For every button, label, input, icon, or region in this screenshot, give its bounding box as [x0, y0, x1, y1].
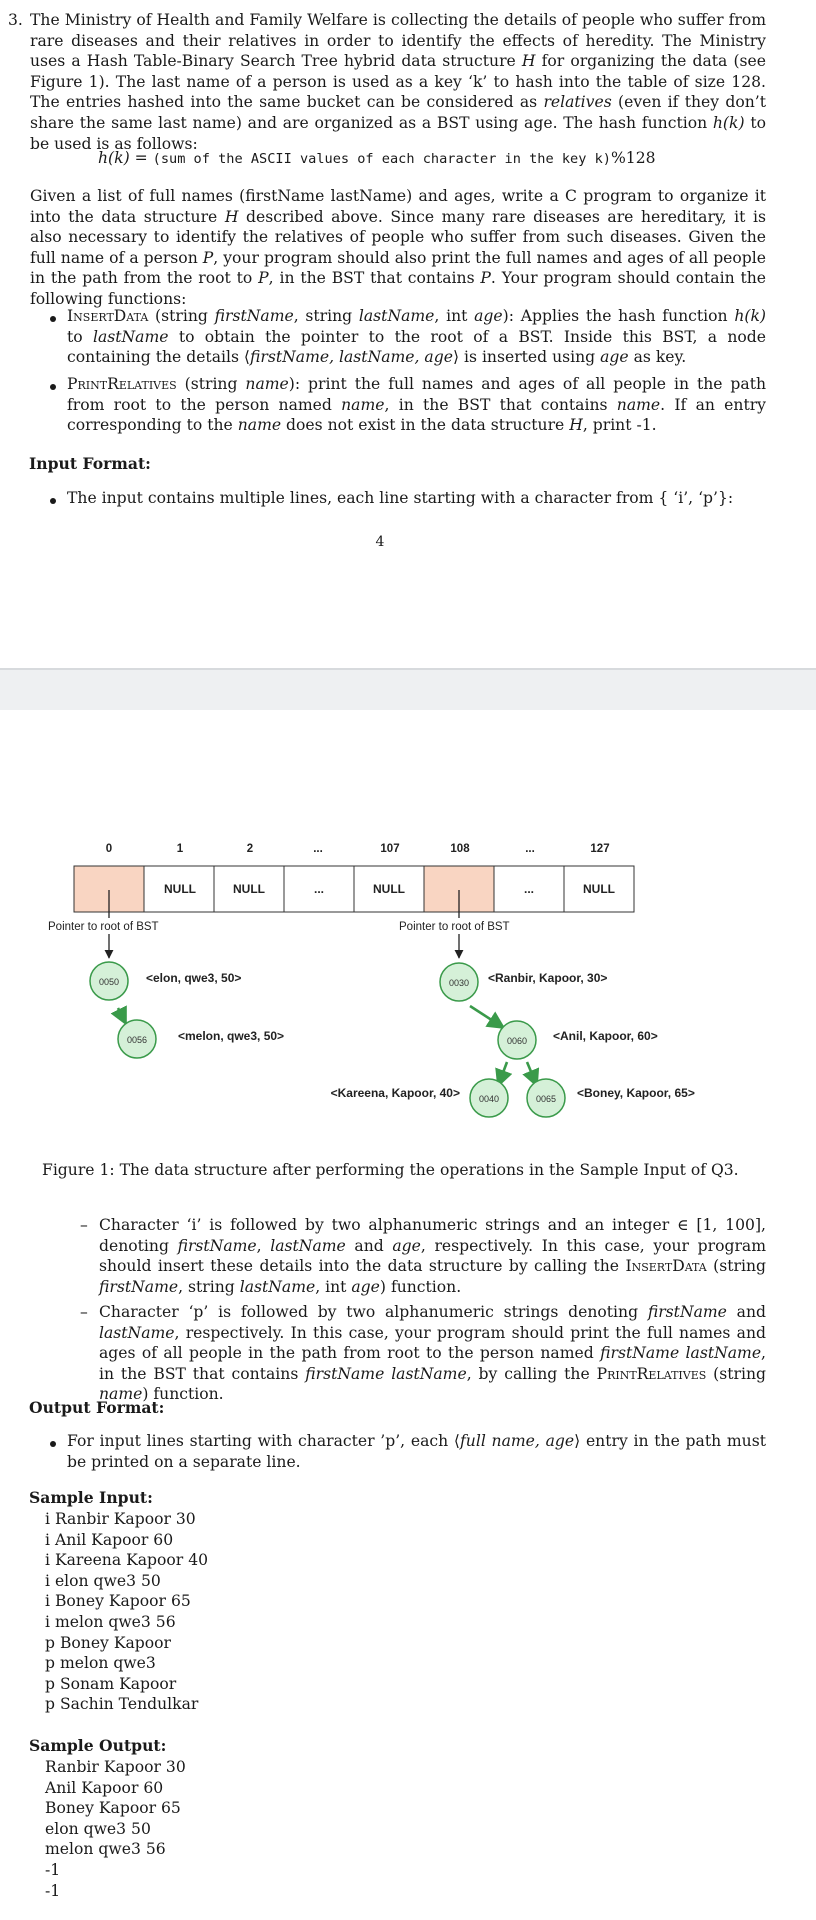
page-2 — [0, 710, 816, 1920]
sample-input-block — [45, 1509, 208, 1715]
sample-output-line: -1 — [45, 1860, 61, 1879]
sample-output-line: elon qwe3 50 — [45, 1819, 151, 1838]
index-label-108: 108 — [450, 843, 470, 855]
figure-hash-bst — [0, 710, 816, 1190]
bst-node-label: <elon, qwe3, 50> — [146, 971, 242, 985]
input-format-heading: Input Format: — [29, 454, 151, 473]
cell-text-dots: ... — [313, 882, 325, 896]
sample-input-line: i elon qwe3 50 — [45, 1571, 161, 1590]
dash-marker: – — [80, 1216, 88, 1234]
bst-node-id: 0040 — [478, 1094, 500, 1104]
cell-text-2: NULL — [233, 882, 265, 896]
cell-text-dots: ... — [523, 882, 535, 896]
page-number: 4 — [375, 534, 385, 550]
sample-input-line: i Anil Kapoor 60 — [45, 1530, 174, 1549]
bst-edge — [470, 1006, 504, 1028]
sample-input-line: i Boney Kapoor 65 — [45, 1592, 191, 1611]
index-label-127: 127 — [590, 843, 610, 855]
sub-bullet-i: Character ‘i’ is followed by two alphanumeric strings and an integer ∈ [1, 100], denoting firstName, lastName and age, respectively. In this case, your program should insert these details into the data structure by calling the InsertData (string firstName, string lastName, int age) function. — [99, 1216, 766, 1296]
sample-output-line: Ranbir Kapoor 30 — [45, 1758, 186, 1776]
sample-input-line: p melon qwe3 — [45, 1654, 156, 1673]
sample-input-line: i Kareena Kapoor 40 — [45, 1551, 209, 1570]
index-label-1: 1 — [176, 843, 184, 855]
sub-bullet-p: Character ‘p’ is followed by two alphanumeric strings denoting firstName and lastName, respectively. In this case, your program should print the full names and ages of all people in the path from root to the person named firstName lastName, in the BST that contains firstName lastName, by calling the PrintRelatives (string name) function. — [99, 1303, 767, 1404]
index-label-dots: ... — [525, 843, 535, 855]
sample-input-line: p Boney Kapoor — [45, 1633, 171, 1652]
bst-node-label: <Boney, Kapoor, 65> — [577, 1086, 695, 1100]
sample-output-line: Boney Kapoor 65 — [45, 1799, 181, 1818]
sample-output-line: Anil Kapoor 60 — [45, 1778, 164, 1797]
question-number: 3. — [8, 11, 23, 29]
bullet-insertdata: InsertData (string firstName, string lastName, int age): Applies the hash function h(k) to lastName to obtain the pointer to the root of a BST. Inside this BST, a node containing the details ⟨firstName, lastName, age⟩ is inserted using age as key. — [67, 307, 766, 367]
output-format-bullet: For input lines starting with character ’p’, each ⟨full name, age⟩ entry in the path must be printed on a separate line. — [67, 1432, 766, 1471]
bst-node-id: 0060 — [506, 1036, 528, 1046]
question-paragraph-1: The Ministry of Health and Family Welfare is collecting the details of people who suffer from rare diseases and their relatives in order to identify the effects of heredity. The Ministry uses a Hash Table-Binary Search Tree hybrid data structure H for organizing the data (see Figure 1). The last name of a person is used as a key ‘k’ to hash into the table of size 128. The entries hashed into the same bucket can be considered as relatives (even if they don’t share the same last name) and are organized as a BST using age. The hash function h(k) to be used is as follows: — [30, 11, 766, 153]
output-format-heading: Output Format: — [29, 1398, 165, 1417]
bst-node-id: 0065 — [535, 1094, 557, 1104]
bst-node-label: <melon, qwe3, 50> — [178, 1029, 285, 1043]
bullet-dot — [50, 1441, 56, 1447]
bullet-printrelatives: PrintRelatives (string name): print the full names and ages of all people in the path from root to the person named name, in the BST that contains name. If an entry corresponding to the name does not exist in the data structure H, print -1. — [67, 375, 767, 435]
index-label-dots: ... — [313, 843, 323, 855]
sample-output-heading: Sample Output: — [29, 1736, 167, 1755]
index-label-0: 0 — [105, 843, 113, 855]
figure-caption: Figure 1: The data structure after performing the operations in the Sample Input of Q3. — [42, 1161, 739, 1179]
question-paragraph-2: Given a list of full names (firstName lastName) and ages, write a C program to organize it into the data structure H described above. Since many rare diseases are hereditary, it is also necessary to identify the relatives of people who suffer from such diseases. Given the full name of a person P, your program should also print the full names and ages of all people in the path from the root to P, in the BST that contains P. Your program should contain the following functions: — [30, 187, 767, 308]
bst-node-id: 0056 — [126, 1035, 148, 1045]
page-separator — [0, 668, 816, 710]
sample-output-block — [45, 1757, 186, 1901]
sample-input-line: p Sonam Kapoor — [45, 1674, 177, 1693]
sample-output-line: -1 — [45, 1881, 61, 1900]
bullet-dot — [50, 384, 56, 390]
bst-node-label: <Kareena, Kapoor, 40> — [330, 1086, 460, 1100]
pointer-label-left: Pointer to root of BST — [48, 921, 159, 933]
bst-node-label: <Anil, Kapoor, 60> — [553, 1029, 658, 1043]
page-1 — [0, 0, 816, 668]
bst-node-id: 0050 — [98, 977, 120, 987]
bst-node-label: <Ranbir, Kapoor, 30> — [488, 971, 608, 985]
index-label-2: 2 — [246, 843, 254, 855]
bst-node-id: 0030 — [448, 978, 470, 988]
cell-text-1: NULL — [164, 882, 196, 896]
sample-input-line: p Sachin Tendulkar — [45, 1695, 199, 1714]
index-label-107: 107 — [380, 843, 400, 855]
sample-output-line: melon qwe3 56 — [45, 1840, 166, 1859]
hash-formula: h(k) = (sum of the ASCII values of each character in the key k)%128 — [98, 149, 656, 167]
bst-edge — [118, 1008, 126, 1024]
dash-marker: – — [80, 1303, 88, 1321]
input-format-bullet: The input contains multiple lines, each line starting with a character from { ‘i’, ‘p’}: — [67, 489, 734, 507]
sample-input-line: i Ranbir Kapoor 30 — [45, 1510, 196, 1528]
sample-input-line: i melon qwe3 56 — [45, 1612, 176, 1631]
pointer-label-right: Pointer to root of BST — [399, 921, 510, 933]
cell-text-107: NULL — [373, 882, 405, 896]
sample-input-heading: Sample Input: — [29, 1488, 153, 1507]
bullet-dot — [50, 316, 56, 322]
cell-text-127: NULL — [583, 882, 615, 896]
bullet-dot — [50, 498, 56, 504]
